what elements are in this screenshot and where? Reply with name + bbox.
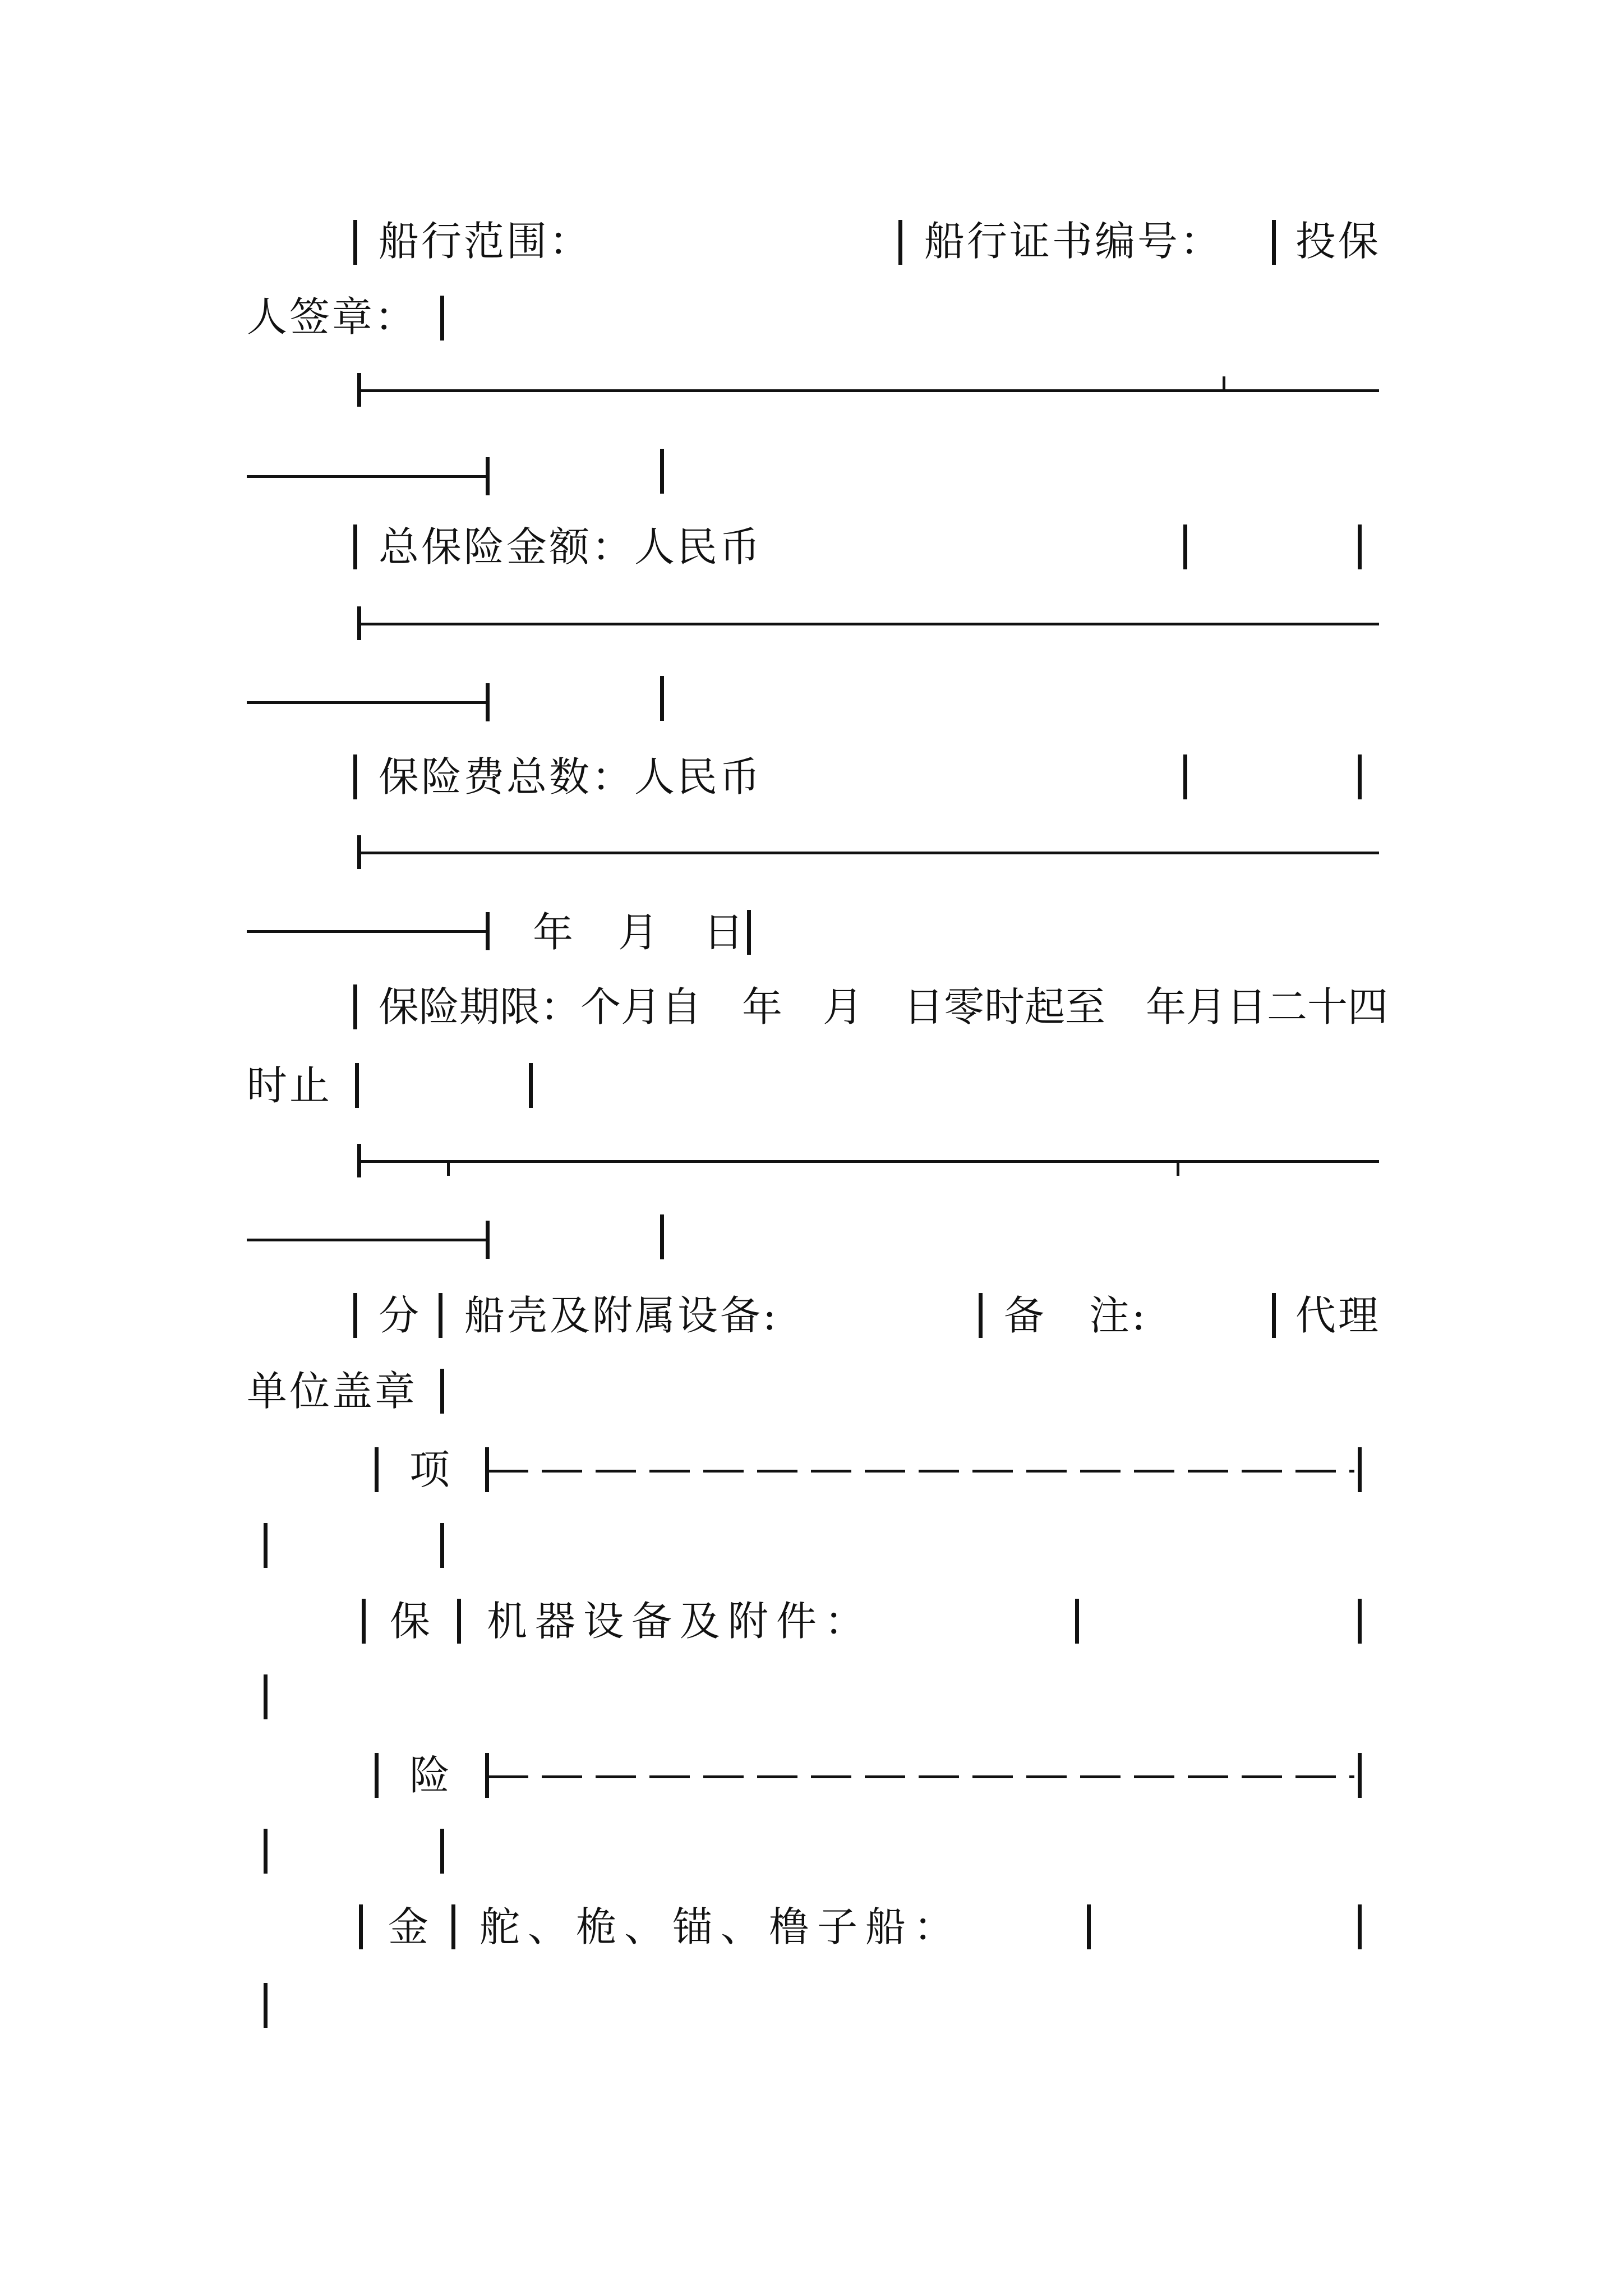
applicant-seal-label: 人签章：	[247, 293, 418, 341]
table-border	[1075, 1599, 1079, 1644]
section-label-part-3: 保	[390, 1598, 433, 1645]
table-border	[357, 1144, 361, 1177]
table-border	[486, 1221, 490, 1259]
table-border	[486, 457, 490, 495]
table-border	[353, 1293, 357, 1338]
table-border	[357, 373, 361, 407]
applicant-seal-label-prefix: 投保	[1295, 218, 1381, 265]
table-border	[1358, 1447, 1362, 1492]
table-rule	[247, 1239, 488, 1241]
table-border	[1183, 524, 1187, 569]
total-insured-label: 总保险金额：人民币	[379, 523, 763, 570]
section-label-part-2: 项	[409, 1446, 453, 1493]
table-border	[359, 1904, 363, 1949]
table-rule	[488, 1470, 1354, 1473]
table-border	[1183, 754, 1187, 799]
table-border	[486, 683, 490, 721]
table-rule	[247, 930, 488, 933]
table-border	[1358, 754, 1362, 799]
table-border	[439, 1293, 442, 1338]
table-border	[357, 606, 361, 640]
table-border	[660, 1214, 664, 1259]
table-border	[355, 1063, 359, 1108]
table-border	[486, 912, 490, 950]
table-border	[1272, 1293, 1276, 1338]
navigation-range-label: 船行范围：	[379, 218, 592, 265]
table-border	[264, 1674, 268, 1719]
table-border	[529, 1063, 533, 1108]
table-border	[1358, 524, 1362, 569]
table-border	[353, 984, 357, 1029]
table-rule-joint	[1223, 376, 1225, 390]
table-border	[264, 1523, 268, 1568]
table-border	[375, 1753, 379, 1798]
table-border	[353, 524, 357, 569]
table-border	[1358, 1599, 1362, 1644]
table-rule	[357, 389, 1379, 392]
table-border	[1358, 1753, 1362, 1798]
insurance-period-label: 保险期限：个月自 年 月 日零时起至 年月日二十四	[379, 983, 1389, 1030]
table-border	[898, 220, 902, 265]
table-rule	[357, 1160, 1379, 1163]
section-label-part-1: 分	[379, 1292, 422, 1339]
table-border	[660, 449, 664, 494]
remarks-label: 备 注:	[1004, 1292, 1148, 1339]
table-border	[362, 1599, 366, 1644]
table-border	[1272, 220, 1276, 265]
machinery-label: 机器设备及附件：	[487, 1598, 873, 1645]
table-border	[357, 835, 361, 869]
table-rule-joint	[1177, 1162, 1179, 1176]
table-border	[660, 676, 664, 721]
table-rule	[488, 1775, 1354, 1778]
section-label-part-5: 金	[388, 1903, 431, 1950]
table-border	[440, 1369, 444, 1414]
table-border	[440, 296, 444, 341]
table-border	[440, 1523, 444, 1568]
table-border	[375, 1447, 379, 1492]
total-premium-label: 保险费总数：人民币	[379, 753, 763, 800]
table-rule	[357, 852, 1379, 854]
table-border	[1087, 1904, 1091, 1949]
agent-seal-label-prefix: 代理	[1295, 1292, 1381, 1339]
table-rule-joint	[447, 1162, 450, 1176]
table-border	[440, 1829, 444, 1874]
insurance-period-label-cont: 时止	[247, 1062, 333, 1109]
table-border	[451, 1904, 455, 1949]
table-border	[353, 220, 357, 265]
table-rule	[357, 623, 1379, 625]
table-border	[457, 1599, 461, 1644]
hull-equipment-label: 船壳及附属设备:	[464, 1292, 779, 1339]
table-border	[1358, 1904, 1362, 1949]
table-border	[264, 1829, 268, 1874]
date-placeholder: 年 月 日	[533, 909, 746, 956]
table-border	[747, 910, 751, 955]
certificate-number-label: 船行证书编号：	[924, 218, 1223, 265]
table-border	[353, 754, 357, 799]
agent-seal-label: 单位盖章	[247, 1368, 418, 1415]
table-rule	[247, 701, 488, 704]
table-border	[979, 1293, 983, 1338]
table-border	[264, 1983, 268, 2028]
gear-label: 舵、桅、锚、橹子船：	[479, 1903, 962, 1950]
table-rule	[247, 475, 488, 478]
section-label-part-4: 险	[409, 1752, 453, 1799]
